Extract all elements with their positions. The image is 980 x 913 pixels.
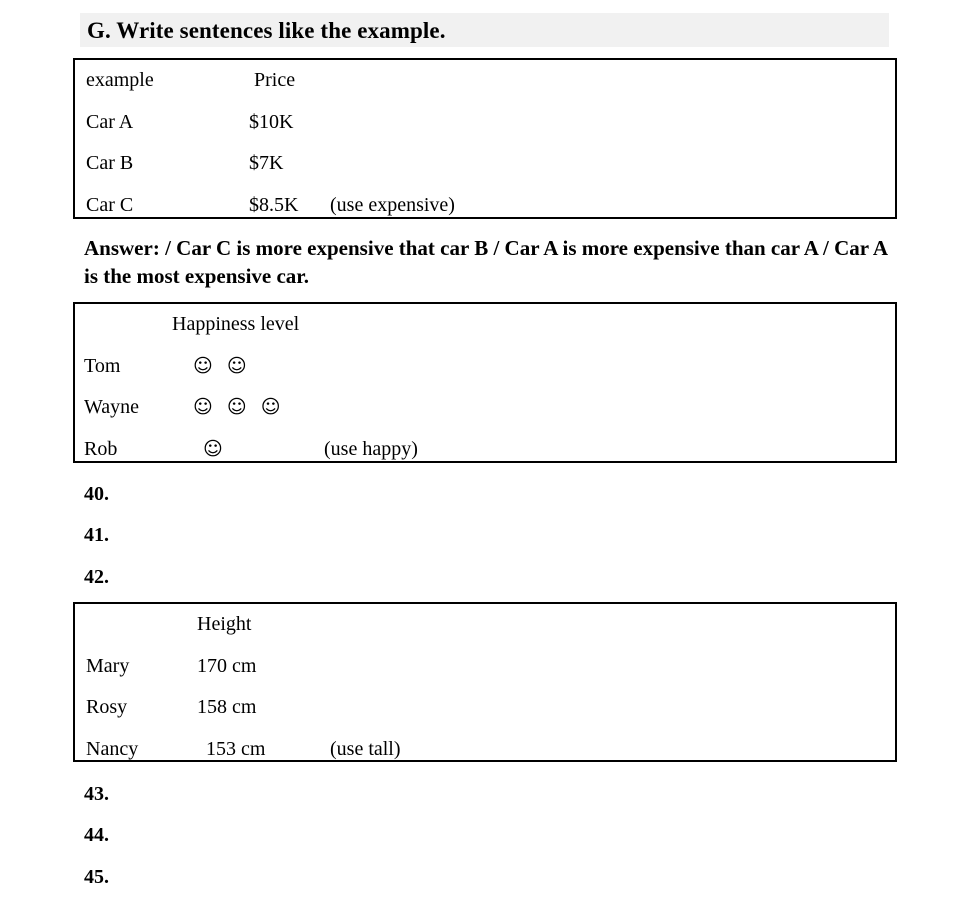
price-table bbox=[73, 58, 897, 219]
height-row-label: Nancy bbox=[86, 737, 139, 760]
happiness-row-hint: (use happy) bbox=[324, 437, 418, 460]
height-row-hint: (use tall) bbox=[330, 737, 401, 760]
price-row-value: $10K bbox=[249, 110, 294, 133]
height-row-value: 153 cm bbox=[206, 737, 266, 760]
price-row-label: Car A bbox=[86, 110, 134, 133]
table-row bbox=[75, 687, 895, 729]
happiness-row-label: Wayne bbox=[84, 396, 140, 418]
happiness-row-label: Tom bbox=[84, 354, 121, 377]
answer-blank-41[interactable]: 41. bbox=[84, 524, 109, 546]
section-header bbox=[80, 13, 889, 47]
example-answer-text: Answer: / Car C is more expensive that car B / Car A is more expensive than car A / Car A is the most expensive car. bbox=[84, 236, 887, 288]
height-row-value: 158 cm bbox=[197, 696, 257, 718]
smiley-face-icon: ☺ bbox=[203, 437, 227, 460]
table-row bbox=[75, 185, 895, 227]
smiley-face-icon: ☺ ☺ bbox=[193, 354, 251, 377]
happiness-header-value: Happiness level bbox=[172, 313, 300, 335]
price-row-label: Car C bbox=[86, 193, 134, 216]
height-table bbox=[73, 602, 897, 762]
answer-blank-43[interactable]: 43. bbox=[84, 783, 109, 805]
height-row-label: Rosy bbox=[86, 696, 128, 718]
answer-blank-42[interactable]: 42. bbox=[84, 566, 109, 588]
table-row-header bbox=[75, 304, 895, 346]
table-row-header bbox=[75, 60, 895, 102]
price-row-value: $7K bbox=[249, 152, 284, 174]
happiness-row-label: Rob bbox=[84, 437, 118, 460]
height-row-label: Mary bbox=[86, 654, 130, 677]
answer-blank-40[interactable]: 40. bbox=[84, 483, 109, 505]
table-row-header bbox=[75, 604, 895, 646]
table-row bbox=[75, 102, 895, 144]
table-row bbox=[75, 387, 895, 429]
table-row bbox=[75, 729, 895, 771]
table-row bbox=[75, 143, 895, 185]
price-row-hint: (use expensive) bbox=[330, 193, 455, 216]
height-header-value: Height bbox=[197, 613, 252, 635]
smiley-face-icon: ☺ ☺ ☺ bbox=[193, 396, 285, 418]
happiness-table bbox=[73, 302, 897, 463]
height-row-value: 170 cm bbox=[197, 654, 257, 677]
price-row-value: $8.5K bbox=[249, 193, 299, 216]
table-row bbox=[75, 346, 895, 388]
price-header-label: example bbox=[86, 69, 154, 91]
section-header-title: G. Write sentences like the example. bbox=[87, 17, 446, 43]
table-row bbox=[75, 429, 895, 471]
table-row bbox=[75, 646, 895, 688]
answer-blank-44[interactable]: 44. bbox=[84, 824, 109, 846]
price-header-value: Price bbox=[254, 69, 296, 91]
answer-blank-45[interactable]: 45. bbox=[84, 866, 109, 888]
price-row-label: Car B bbox=[86, 152, 134, 174]
